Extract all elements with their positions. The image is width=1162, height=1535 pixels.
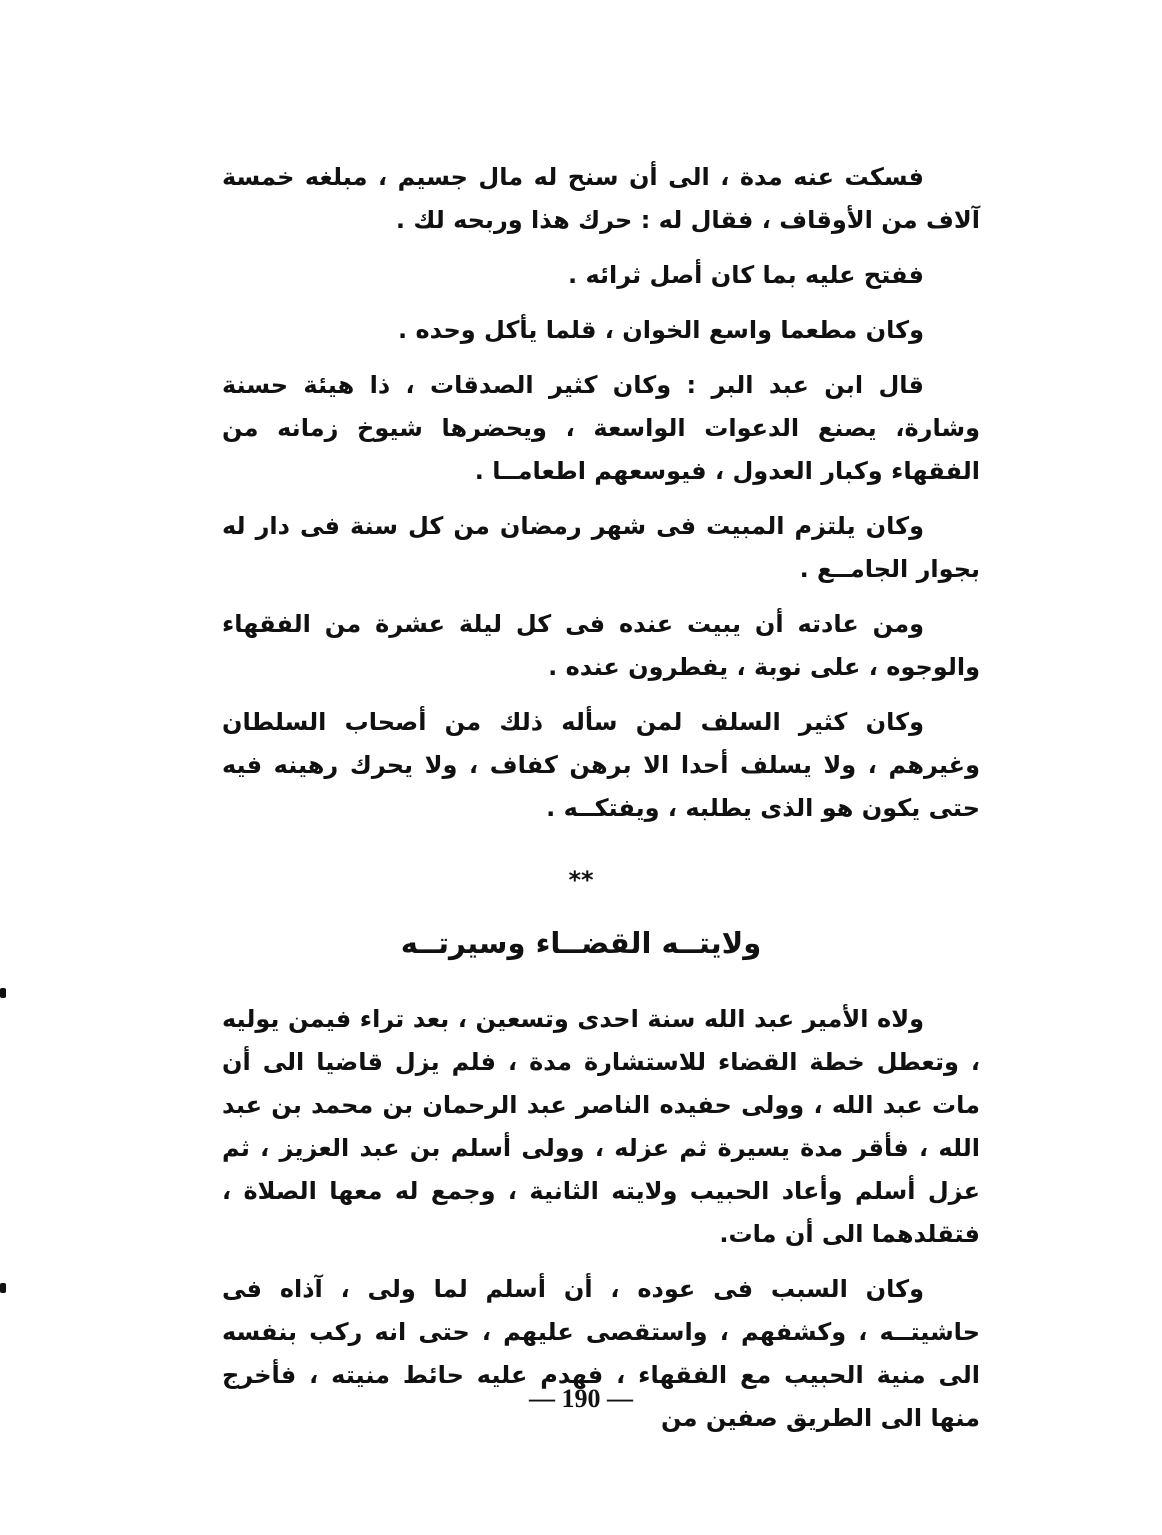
page-number: — 190 —	[529, 1384, 633, 1413]
paragraph: فسكت عنه مدة ، الى أن سنح له مال جسيم ، مبلغه خمسة آلاف من الأوقاف ، فقال له : حرك هذا وربحه لك .	[222, 163, 980, 234]
paragraph: وكان السبب فى عوده ، أن أسلم لما ولى ، آذاه فى حاشيتــه ، وكشفهم ، واستقصى عليهم ، حتى انه ركب بنفسه الى منية الحبيب مع الفقهاء ، فهدم عليه حائط منيته ، فأخرج منها الى الطريق صفين من	[222, 1275, 980, 1432]
section-separator: **	[568, 866, 594, 894]
scan-edge-mark	[0, 988, 6, 998]
body-text-top	[222, 156, 980, 842]
section-heading: ولايتــه القضــاء وسيرتــه	[400, 926, 762, 960]
paragraph: ففتح عليه بما كان أصل ثرائه .	[567, 261, 924, 289]
scan-edge-mark	[0, 1283, 6, 1293]
paragraph: وكان كثير السلف لمن سأله ذلك من أصحاب السلطان وغيرهم ، ولا يسلف أحدا الا برهن كفاف ، ولا يحرك رهينه فيه حتى يكون هو الذى يطلبه ، ويفتكــه .	[222, 708, 980, 822]
paragraph: قال ابن عبد البر : وكان كثير الصدقات ، ذا هيئة حسنة وشارة، يصنع الدعوات الواسعة ، ويحضرها شيوخ زمانه من الفقهاء وكبار العدول ، فيوسعهم اطعامــا .	[222, 371, 980, 485]
paragraph: وكان مطعما واسع الخوان ، قلما يأكل وحده .	[397, 316, 924, 344]
paragraph: ولاه الأمير عبد الله سنة احدى وتسعين ، بعد تراء فيمن يوليه ، وتعطل خطة القضاء للاستشارة مدة ، فلم يزل قاضيا الى أن مات عبد الله ، وولى حفيده الناصر عبد الرحمان بن محمد بن عبد الله ، فأقر مدة يسيرة ثم عزله ، وولى أسلم بن عبد العزيز ، ثم عزل أسلم وأعاد الحبيب ولايته الثانية ، وجمع له معها الصلاة ، فتقلدهما الى أن مات.	[222, 1005, 980, 1248]
paragraph: وكان يلتزم المبيت فى شهر رمضان من كل سنة فى دار له بجوار الجامــع .	[222, 512, 980, 583]
paragraph: ومن عادته أن يبيت عنده فى كل ليلة عشرة من الفقهاء والوجوه ، على نوبة ، يفطرون عنده .	[222, 610, 980, 681]
